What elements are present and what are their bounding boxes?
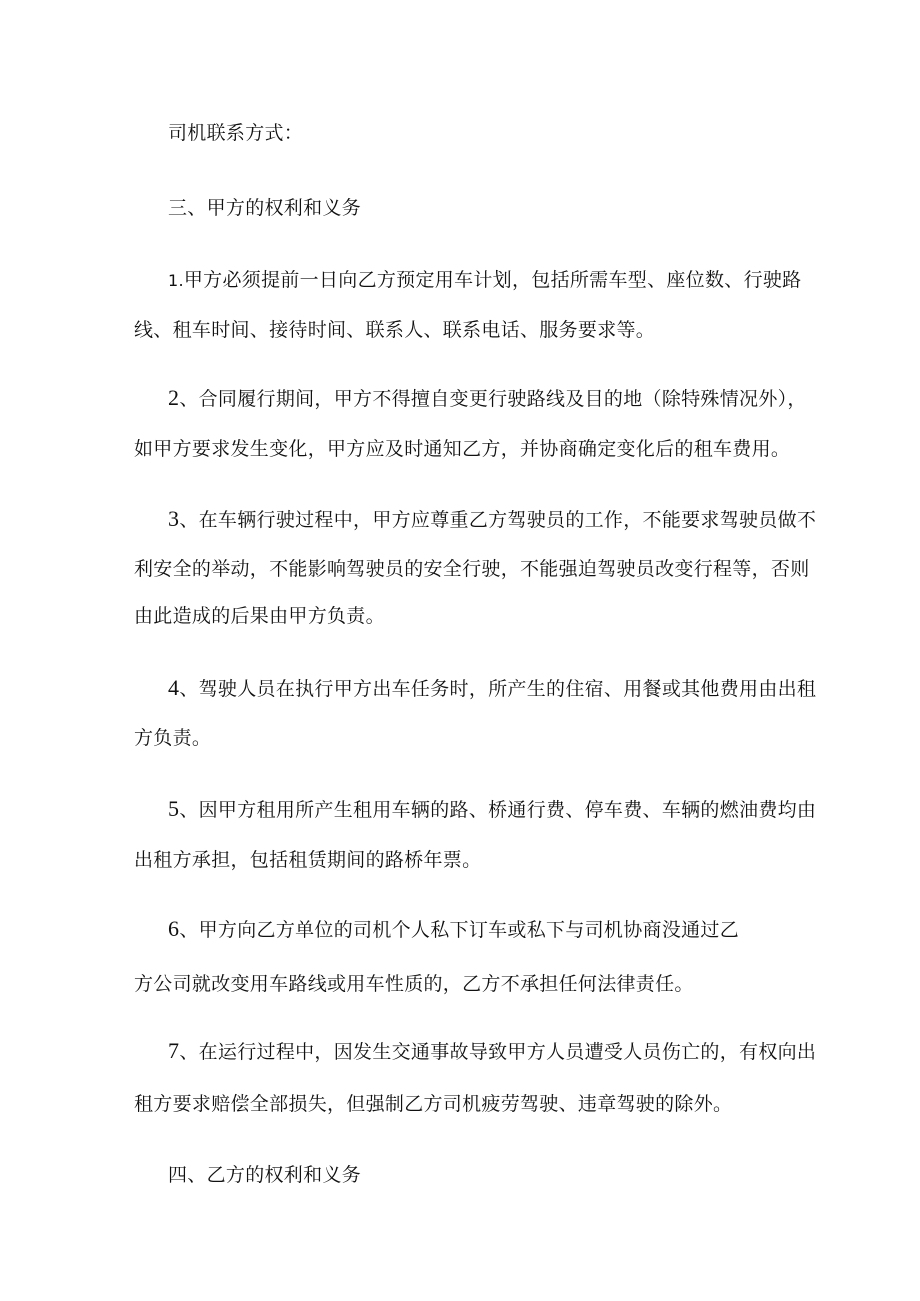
- clause-1-text: 甲方必须提前一日向乙方预定用车计划，包括所需车型、座位数、行驶路: [183, 269, 802, 291]
- clause-7-line-1: [168, 1039, 816, 1064]
- clause-7-text: 、在运行过程中，因发生交通事故导致甲方人员遭受人员伤亡的，有权向出: [179, 1041, 817, 1063]
- clause-2-line-2: 如甲方要求发生变化，甲方应及时通知乙方，并协商确定变化后的租车费用。: [134, 438, 791, 460]
- clause-5-number: 5: [168, 796, 180, 821]
- clause-2-text: 、合同履行期间，甲方不得擅自变更行驶路线及目的地（除特殊情况外），: [179, 388, 807, 410]
- clause-6-text: 、甲方向乙方单位的司机个人私下订车或私下与司机协商没通过乙: [179, 919, 740, 941]
- clause-4-line-2: 方负责。: [134, 727, 212, 749]
- section-4-heading: 四、乙方的权利和义务: [168, 1164, 362, 1186]
- clause-5-line-1: [168, 797, 816, 822]
- clause-3-number: 3: [168, 506, 180, 531]
- clause-3-text: 、在车辆行驶过程中，甲方应尊重乙方驾驶员的工作，不能要求驾驶员做不: [179, 509, 817, 531]
- clause-1-line-1: [168, 268, 801, 293]
- clause-2-number: 2: [168, 385, 180, 410]
- clause-6-line-1: [168, 917, 739, 942]
- clause-7-line-2: 租方要求赔偿全部损失，但强制乙方司机疲劳驾驶、违章驾驶的除外。: [134, 1093, 733, 1115]
- driver-contact-label: 司机联系方式：: [168, 122, 304, 144]
- clause-4-text: 、驾驶人员在执行甲方出车任务时，所产生的住宿、用餐或其他费用由出租: [179, 678, 817, 700]
- clause-3-line-1: [168, 507, 816, 532]
- clause-5-text: 、因甲方租用所产生租用车辆的路、桥通行费、停车费、车辆的燃油费均由: [179, 799, 817, 821]
- clause-7-number: 7: [168, 1038, 180, 1063]
- clause-6-number: 6: [168, 916, 180, 941]
- clause-4-number: 4: [168, 675, 180, 700]
- clause-2-line-1: [168, 386, 807, 411]
- section-3-heading: 三、甲方的权利和义务: [168, 197, 362, 219]
- clause-6-line-2: 方公司就改变用车路线或用车性质的，乙方不承担任何法律责任。: [134, 973, 694, 995]
- clause-3-line-2: 利安全的举动，不能影响驾驶员的安全行驶，不能强迫驾驶员改变行程等，否则: [134, 558, 810, 580]
- clause-3-line-3: 由此造成的后果由甲方负责。: [134, 605, 385, 627]
- clause-5-line-2: 出租方承担，包括租赁期间的路桥年票。: [134, 849, 482, 871]
- clause-4-line-1: [168, 676, 816, 701]
- clause-1-number: 1.: [168, 271, 184, 290]
- clause-1-line-2: 线、租车时间、接待时间、联系人、联系电话、服务要求等。: [134, 319, 656, 341]
